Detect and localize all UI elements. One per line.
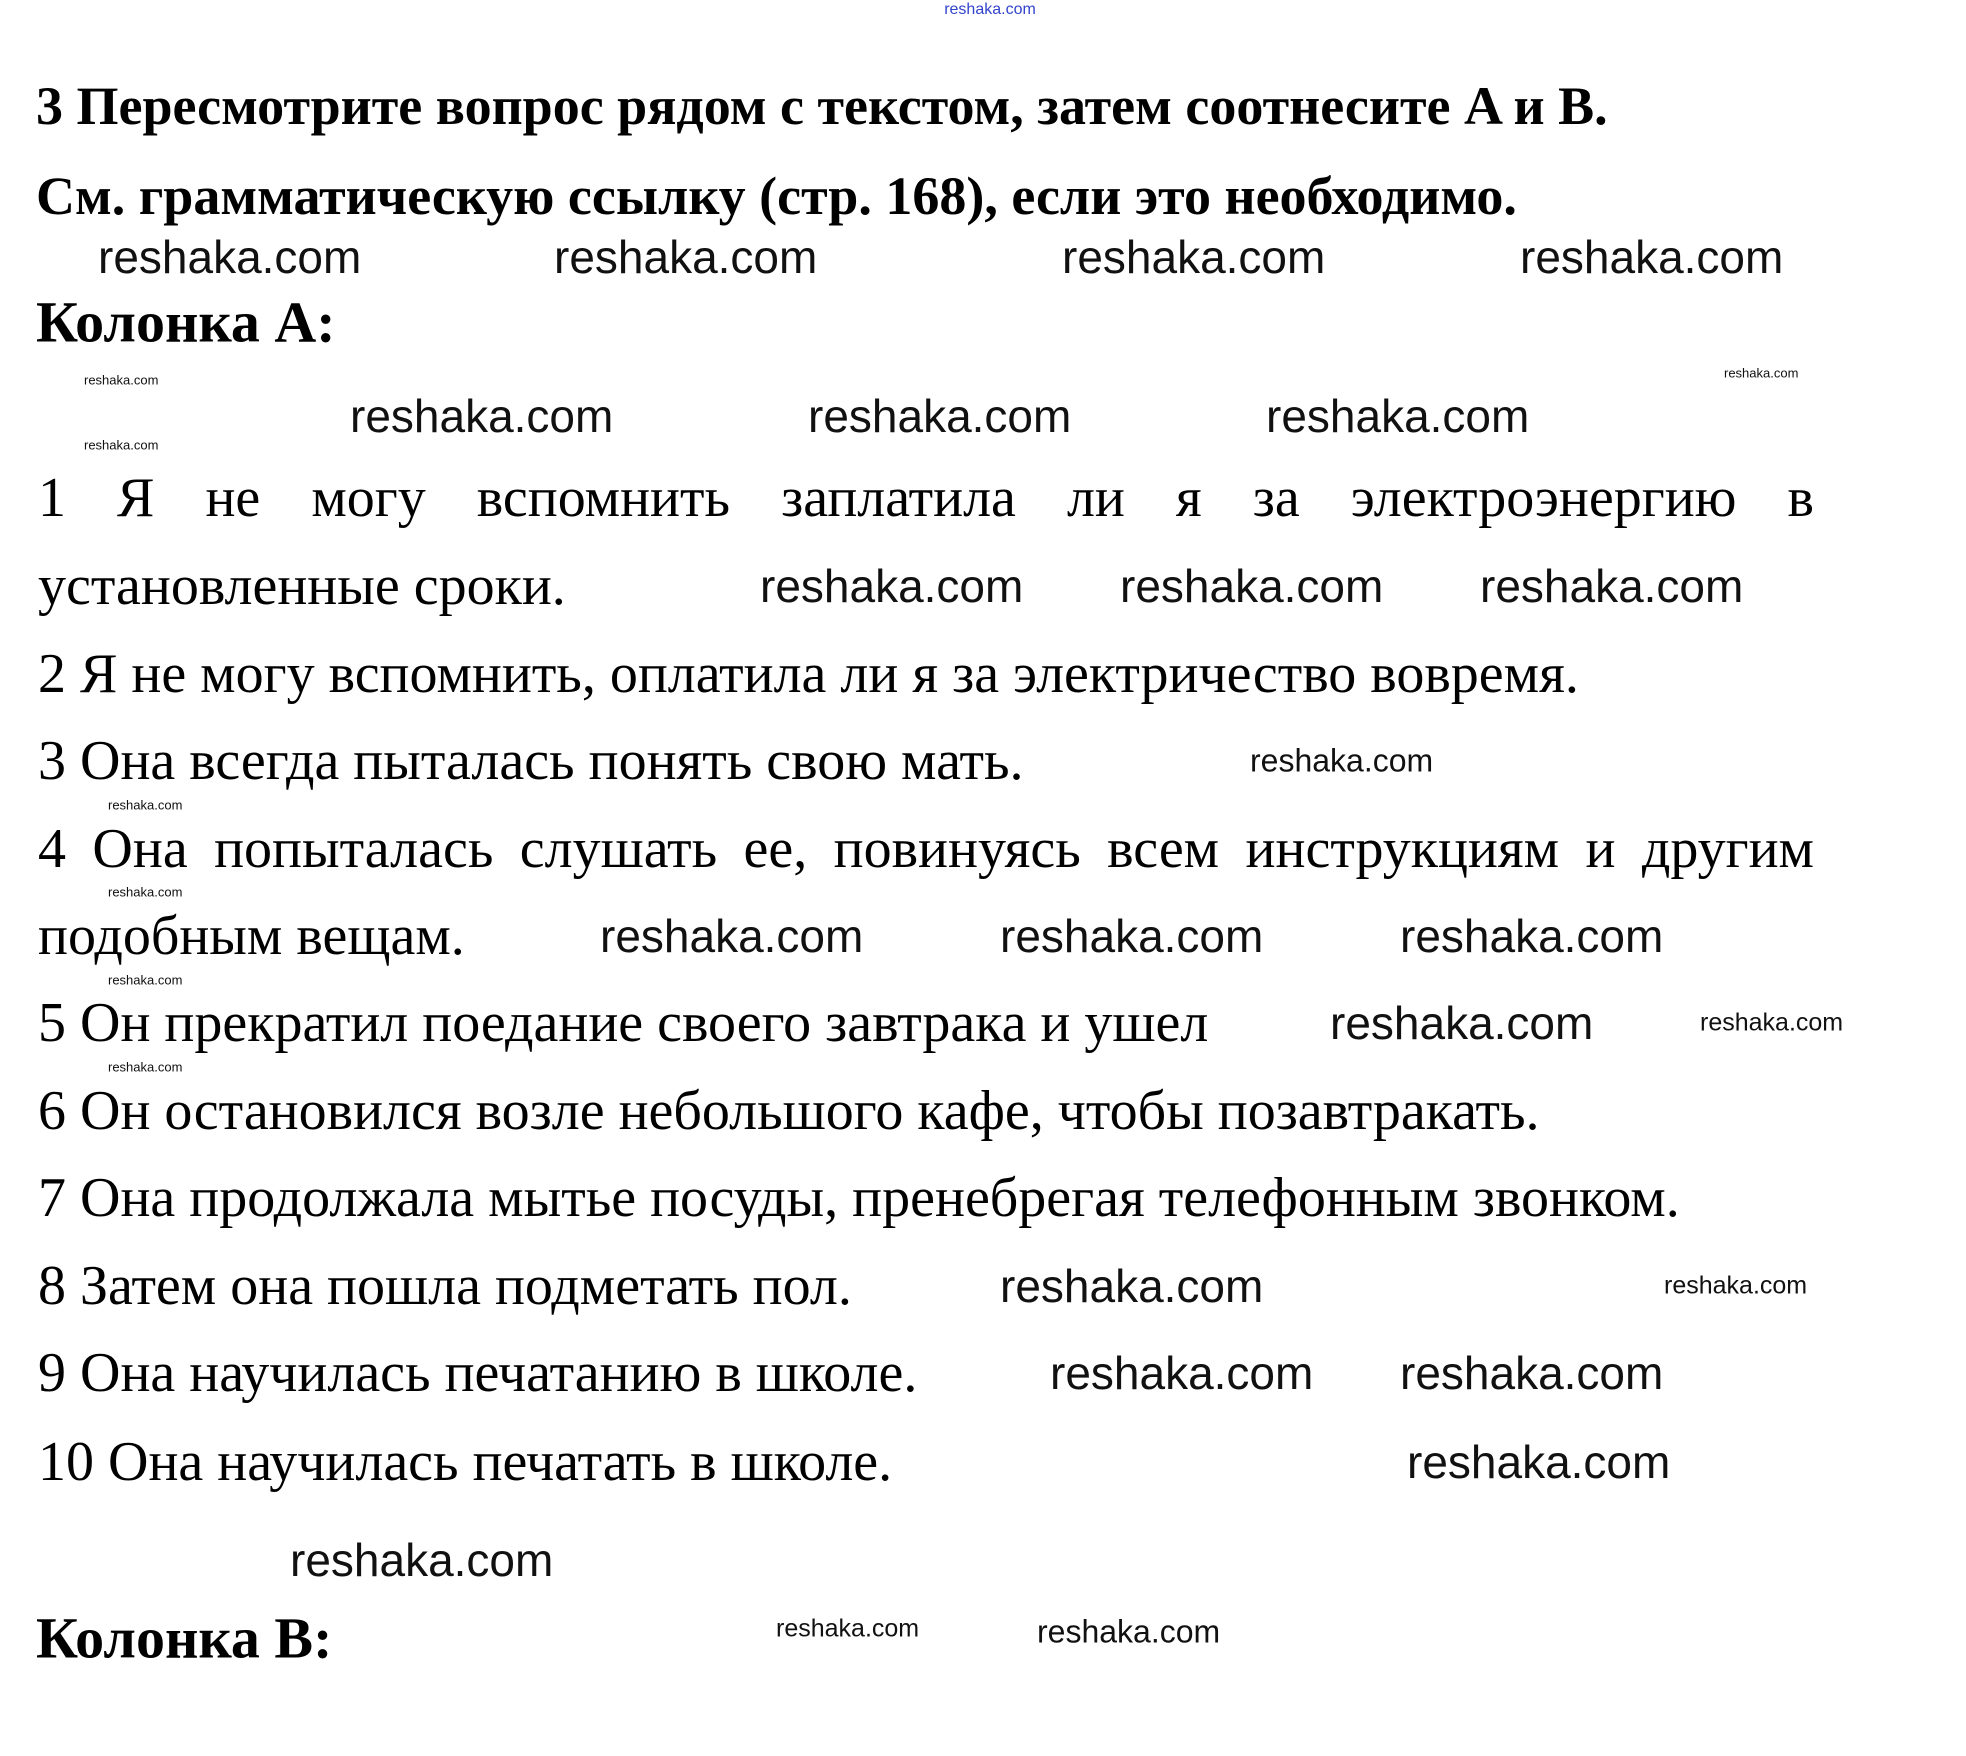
watermark: reshaka.com: [108, 1059, 183, 1075]
watermark: reshaka.com: [1000, 910, 1264, 962]
watermark: reshaka.com: [1050, 1347, 1314, 1399]
watermark: reshaka.com: [84, 372, 159, 388]
item-1-line2: установленные сроки.: [38, 555, 566, 617]
task-title-line2: См. грамматическую ссылку (стр. 168), если это необходимо.: [36, 166, 1517, 226]
watermark: reshaka.com: [1062, 231, 1326, 283]
watermark: reshaka.com: [1400, 910, 1664, 962]
item-2: 2 Я не могу вспомнить, оплатила ли я за электричество вовремя.: [38, 643, 1579, 705]
column-b-heading: Колонка B:: [36, 1605, 333, 1671]
watermark: reshaka.com: [1000, 1260, 1264, 1312]
item-6: 6 Он остановился возле небольшого кафе, чтобы позавтракать.: [38, 1080, 1540, 1142]
watermark: reshaka.com: [776, 1614, 920, 1643]
item-3: 3 Она всегда пыталась понять свою мать.: [38, 730, 1024, 792]
item-10: 10 Она научилась печатать в школе.: [38, 1431, 893, 1493]
watermark: reshaka.com: [84, 437, 159, 453]
watermark: reshaka.com: [760, 560, 1024, 612]
watermark: reshaka.com: [1520, 231, 1784, 283]
watermark: reshaka.com: [108, 884, 183, 900]
item-8: 8 Затем она пошла подметать пол.: [38, 1255, 852, 1317]
watermark: reshaka.com: [808, 390, 1072, 442]
watermark: reshaka.com: [600, 910, 864, 962]
watermark: reshaka.com: [1250, 742, 1434, 779]
watermark: reshaka.com: [290, 1534, 554, 1586]
watermark: reshaka.com: [1700, 1008, 1844, 1037]
watermark: reshaka.com: [1724, 365, 1799, 381]
item-1-line1: 1 Я не могу вспомнить заплатила ли я за электроэнергию в: [38, 467, 1814, 529]
watermark: reshaka.com: [98, 231, 362, 283]
watermark: reshaka.com: [1330, 997, 1594, 1049]
watermark: reshaka.com: [554, 231, 818, 283]
watermark: reshaka.com: [1400, 1347, 1664, 1399]
watermark-top[interactable]: reshaka.com: [944, 1, 1036, 18]
item-4-line1: 4 Она попыталась слушать ее, повинуясь всем инструкциям и другим: [38, 818, 1814, 880]
watermark: reshaka.com: [350, 390, 614, 442]
task-title-line1: 3 Пересмотрите вопрос рядом с текстом, затем соотнесите A и B.: [36, 76, 1608, 136]
item-7: 7 Она продолжала мытье посуды, пренебрегая телефонным звонком.: [38, 1167, 1680, 1229]
watermark: reshaka.com: [108, 972, 183, 988]
watermark: reshaka.com: [1266, 390, 1530, 442]
watermark: reshaka.com: [1664, 1271, 1808, 1300]
watermark: reshaka.com: [1407, 1436, 1671, 1488]
item-5: 5 Он прекратил поедание своего завтрака и ушел: [38, 992, 1209, 1054]
watermark: reshaka.com: [1037, 1613, 1221, 1650]
column-a-heading: Колонка A:: [36, 289, 336, 355]
watermark: reshaka.com: [1480, 560, 1744, 612]
watermark: reshaka.com: [1120, 560, 1384, 612]
item-4-line2: подобным вещам.: [38, 905, 465, 967]
item-9: 9 Она научилась печатанию в школе.: [38, 1342, 918, 1404]
watermark: reshaka.com: [108, 797, 183, 813]
